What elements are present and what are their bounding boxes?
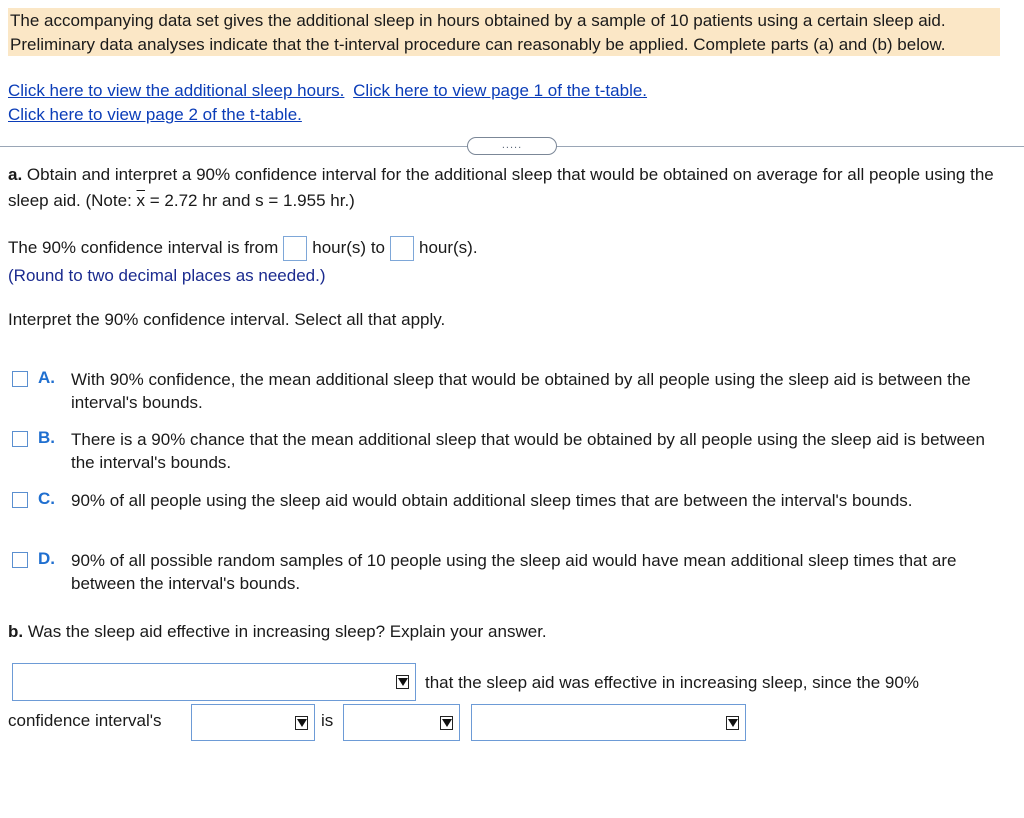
chevron-down-icon	[440, 716, 453, 730]
interval-feature-select[interactable]	[191, 704, 315, 741]
t-table-page1-link[interactable]: Click here to view page 1 of the t-table.	[353, 81, 648, 100]
option-a[interactable]	[12, 368, 1012, 414]
chevron-down-icon	[295, 716, 308, 730]
ci-mid-text: hour(s) to	[312, 238, 385, 257]
chevron-down-icon	[726, 716, 739, 730]
ci-answer-row	[8, 235, 478, 261]
option-c-text: 90% of all people using the sleep aid would obtain additional sleep times that are between the interval's bounds.	[71, 491, 913, 510]
xbar-symbol: $\overline{x}$	[136, 191, 146, 210]
part-b-question	[8, 620, 547, 644]
value-select[interactable]	[471, 704, 746, 741]
option-c[interactable]	[12, 489, 1012, 512]
expand-toggle-button[interactable]: .....	[467, 137, 557, 155]
ci-lower-input[interactable]	[283, 236, 307, 261]
option-d-checkbox[interactable]	[12, 552, 28, 568]
part-a-note: = 2.72 hr and s = 1.955 hr.)	[145, 191, 355, 210]
problem-statement: The accompanying data set gives the additional sleep in hours obtained by a sample of 10 patients using a certain sleep aid. Preliminary data analyses indicate that the t-interval procedure can reasonably be applied. Complete parts (a) and (b) below.	[8, 8, 1000, 56]
option-d-text: 90% of all possible random samples of 10 people using the sleep aid would have mean additional sleep times that are between the interval's bounds.	[71, 551, 957, 593]
conclusion-select[interactable]	[12, 663, 416, 701]
part-a-label: a.	[8, 165, 23, 184]
t-table-page2-link[interactable]: Click here to view page 2 of the t-table.	[8, 105, 302, 124]
part-b-text: Was the sleep aid effective in increasing sleep? Explain your answer.	[27, 622, 547, 641]
option-c-checkbox[interactable]	[12, 492, 28, 508]
option-a-text: With 90% confidence, the mean additional sleep that would be obtained by all people using the sleep aid is between the interval's bounds.	[71, 370, 971, 412]
part-a-question	[8, 162, 1008, 214]
conclusion-text: that the sleep aid was effective in increasing sleep, since the 90%	[425, 673, 919, 692]
line2-prefix: confidence interval's	[8, 711, 162, 730]
rounding-note: (Round to two decimal places as needed.)	[8, 266, 326, 285]
problem-intro	[8, 8, 1008, 56]
option-c-letter: C.	[38, 489, 55, 508]
option-a-letter: A.	[38, 368, 55, 387]
chevron-down-icon	[396, 675, 409, 689]
option-b[interactable]	[12, 428, 1012, 474]
sleep-data-link[interactable]: Click here to view the additional sleep hours.	[8, 81, 345, 100]
option-d[interactable]	[12, 549, 1012, 595]
ci-upper-input[interactable]	[390, 236, 414, 261]
interpret-prompt: Interpret the 90% confidence interval. Select all that apply.	[8, 310, 446, 329]
option-b-letter: B.	[38, 428, 55, 447]
option-b-text: There is a 90% chance that the mean additional sleep that would be obtained by all people using the sleep aid is between the interval's bounds.	[71, 430, 985, 472]
option-b-checkbox[interactable]	[12, 431, 28, 447]
resource-links	[8, 79, 647, 127]
ci-suffix: hour(s).	[419, 238, 478, 257]
comparison-select[interactable]	[343, 704, 460, 741]
ci-prefix: The 90% confidence interval is from	[8, 238, 279, 257]
option-d-letter: D.	[38, 549, 55, 568]
part-a-text: Obtain and interpret a 90% confidence interval for the additional sleep that would be obtained on average for all people using the sleep aid. (Note:	[8, 165, 994, 210]
part-b-label: b.	[8, 622, 24, 641]
is-text: is	[321, 711, 334, 730]
option-a-checkbox[interactable]	[12, 371, 28, 387]
